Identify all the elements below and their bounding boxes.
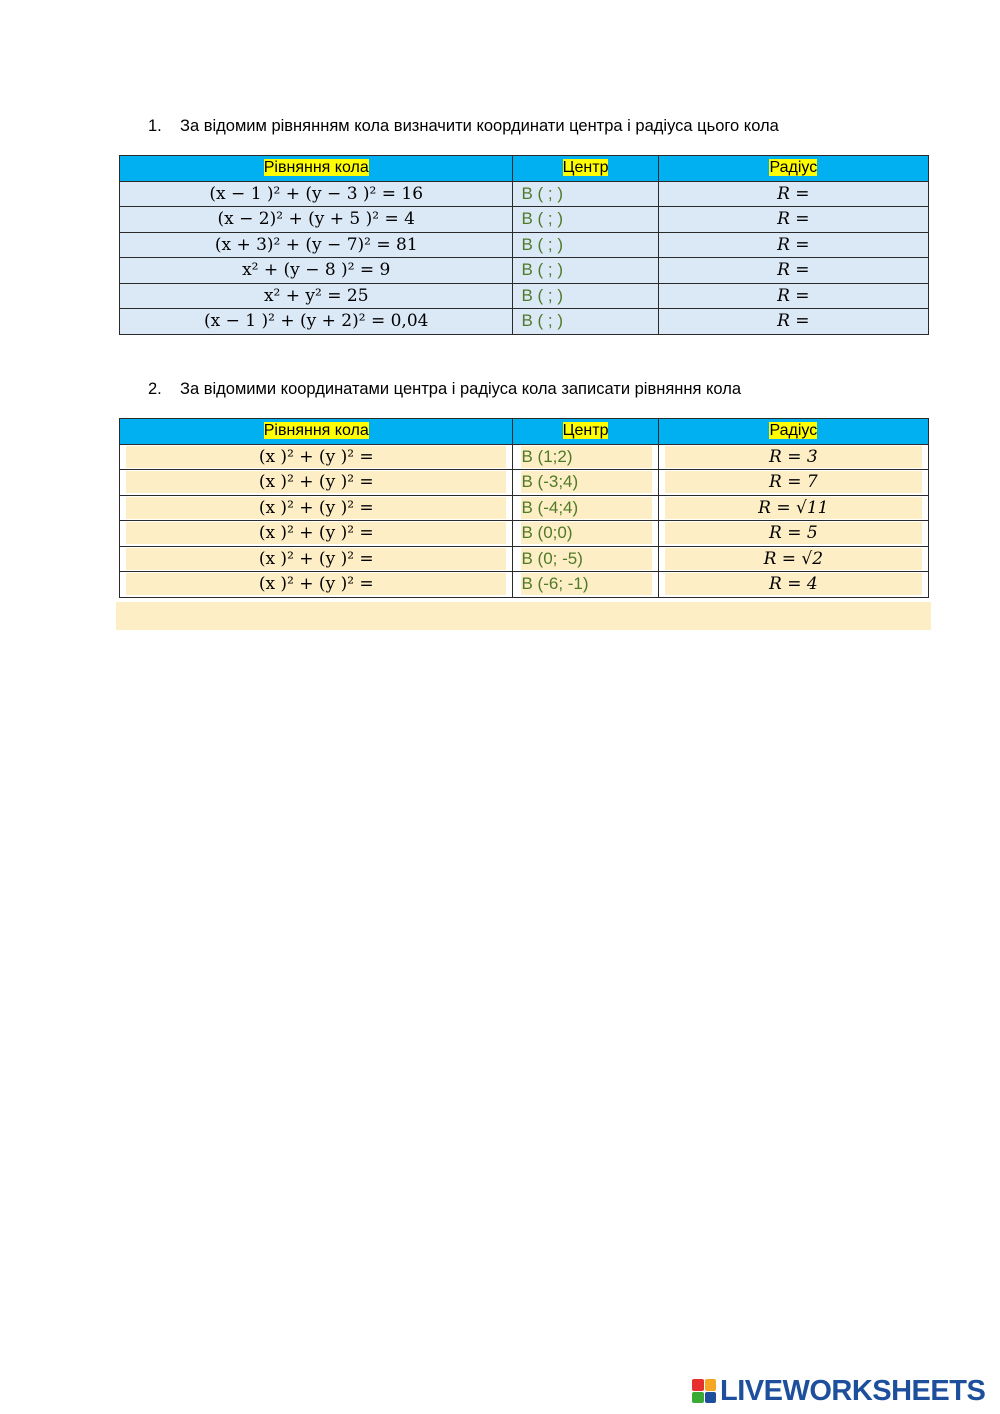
equation-input[interactable] (120, 444, 513, 470)
table-row (120, 546, 929, 572)
center-input[interactable]: B ( ; ) (513, 181, 658, 207)
equation-input[interactable] (120, 572, 513, 598)
center-value: B (-3;4) (521, 471, 651, 493)
equation-input[interactable] (120, 521, 513, 547)
radius-cell (658, 521, 928, 547)
equation-input[interactable] (120, 495, 513, 521)
logo-square-red (692, 1379, 704, 1391)
table-2 (119, 418, 929, 598)
radius-cell (658, 572, 928, 598)
center-input[interactable]: B ( ; ) (513, 207, 658, 233)
equation-input[interactable] (120, 470, 513, 496)
radius-value: R = 3 (665, 446, 922, 468)
radius-input[interactable]: R = (658, 232, 928, 258)
radius-value: R = 4 (665, 573, 922, 595)
equation-cell: (x − 2)² + (y + 5 )² = 4 (120, 207, 513, 233)
equation-template[interactable]: (x )² + (y )² = (126, 471, 506, 493)
task1-text: За відомим рівнянням кола визначити координати центра і радіуса цього кола (180, 117, 779, 135)
center-cell (513, 546, 658, 572)
equation-cell: (x + 3)² + (y − 7)² = 81 (120, 232, 513, 258)
radius-value: R = √2 (665, 548, 922, 570)
table-row (120, 470, 929, 496)
logo-square-green (692, 1392, 704, 1404)
radius-value: R = √11 (665, 497, 922, 519)
equation-template[interactable]: (x )² + (y )² = (126, 497, 506, 519)
radius-value: R = 7 (665, 471, 922, 493)
center-input[interactable]: B ( ; ) (513, 258, 658, 284)
task2-title (148, 380, 741, 399)
center-value: B (-6; -1) (521, 573, 651, 595)
table-1 (119, 155, 929, 335)
header-center: Центр (513, 419, 658, 445)
radius-value: R = 5 (665, 522, 922, 544)
center-cell (513, 521, 658, 547)
radius-input[interactable]: R = (658, 309, 928, 335)
logo-square-orange (705, 1379, 717, 1391)
task1-number: 1. (148, 117, 162, 135)
equation-template[interactable]: (x )² + (y )² = (126, 522, 506, 544)
equation-cell: x² + y² = 25 (120, 283, 513, 309)
equation-cell: (x − 1 )² + (y + 2)² = 0,04 (120, 309, 513, 335)
liveworksheets-logo (692, 1376, 985, 1406)
logo-square-blue (705, 1392, 717, 1404)
center-cell (513, 470, 658, 496)
table-row (120, 572, 929, 598)
radius-input[interactable]: R = (658, 283, 928, 309)
table-row (120, 495, 929, 521)
answer-area-strip (116, 602, 931, 630)
table-row (120, 207, 929, 233)
equation-input[interactable] (120, 546, 513, 572)
table-1-header-row (120, 156, 929, 182)
center-cell (513, 495, 658, 521)
center-input[interactable]: B ( ; ) (513, 283, 658, 309)
equation-cell: x² + (y − 8 )² = 9 (120, 258, 513, 284)
header-radius: Радіус (658, 419, 928, 445)
header-radius: Радіус (658, 156, 928, 182)
table-2-header-row (120, 419, 929, 445)
task2-number: 2. (148, 380, 162, 398)
center-cell (513, 572, 658, 598)
center-cell (513, 444, 658, 470)
header-equation: Рівняння кола (120, 419, 513, 445)
center-value: B (0; -5) (521, 548, 651, 570)
equation-cell: (x − 1 )² + (y − 3 )² = 16 (120, 181, 513, 207)
table-row (120, 232, 929, 258)
table-row (120, 309, 929, 335)
radius-input[interactable]: R = (658, 207, 928, 233)
task1-title (148, 117, 779, 136)
table-row (120, 444, 929, 470)
header-center: Центр (513, 156, 658, 182)
table-row (120, 181, 929, 207)
radius-cell (658, 495, 928, 521)
equation-template[interactable]: (x )² + (y )² = (126, 446, 506, 468)
header-equation: Рівняння кола (120, 156, 513, 182)
center-value: B (0;0) (521, 522, 651, 544)
equation-template[interactable]: (x )² + (y )² = (126, 548, 506, 570)
radius-input[interactable]: R = (658, 258, 928, 284)
table-row (120, 521, 929, 547)
table-row (120, 258, 929, 284)
center-input[interactable]: B ( ; ) (513, 232, 658, 258)
radius-input[interactable]: R = (658, 181, 928, 207)
table-row (120, 283, 929, 309)
center-value: B (-4;4) (521, 497, 651, 519)
equation-template[interactable]: (x )² + (y )² = (126, 573, 506, 595)
radius-cell (658, 444, 928, 470)
task2-text: За відомими координатами центра і радіуса кола записати рівняння кола (180, 380, 742, 398)
radius-cell (658, 470, 928, 496)
logo-text: LIVEWORKSHEETS (720, 1374, 986, 1407)
center-value: B (1;2) (521, 446, 651, 468)
center-input[interactable]: B ( ; ) (513, 309, 658, 335)
radius-cell (658, 546, 928, 572)
logo-grid-icon (692, 1379, 716, 1403)
